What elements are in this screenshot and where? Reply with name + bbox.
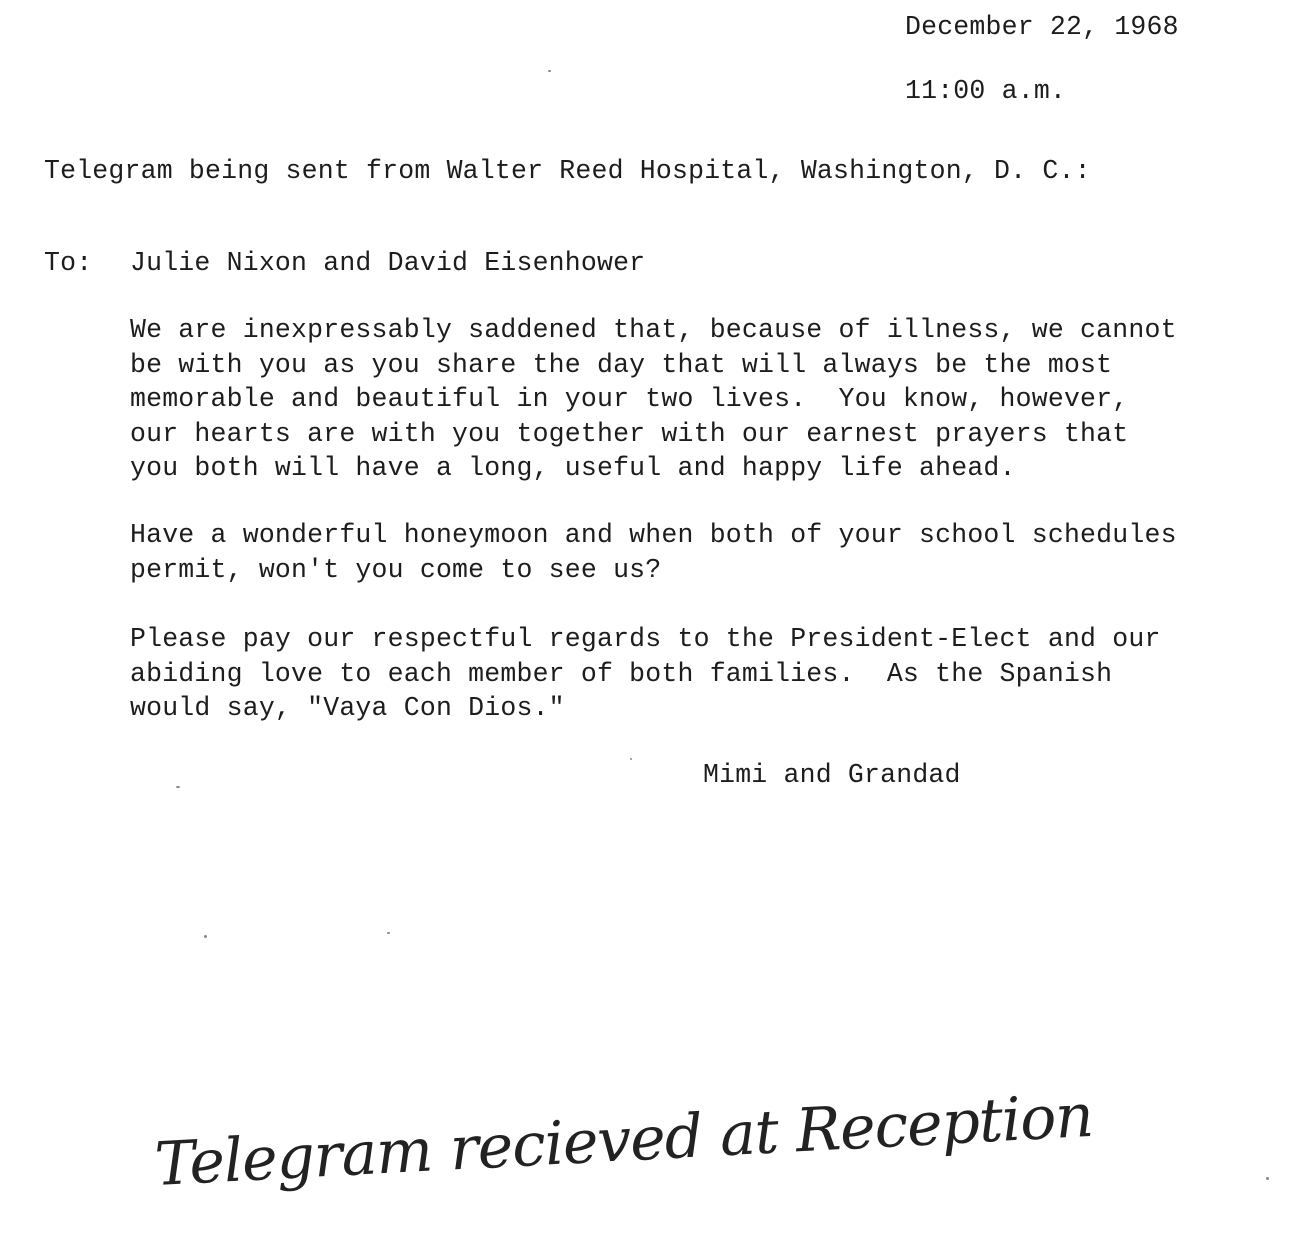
- paragraph-line: We are inexpressably saddened that, because of illness, we cannot: [130, 315, 1177, 345]
- paper-speck: [1266, 1177, 1269, 1180]
- paragraph-line: would say, "Vaya Con Dios.": [130, 693, 565, 723]
- recipient-label: To:: [44, 248, 93, 278]
- paper-speck: [548, 70, 551, 72]
- letter-date: December 22, 1968: [905, 12, 1179, 42]
- paragraph-line: you both will have a long, useful and happy life ahead.: [130, 453, 1016, 483]
- handwritten-note: Telegram recieved at Reception: [153, 1080, 1095, 1200]
- paper-speck: [176, 786, 180, 788]
- paragraph-line: Have a wonderful honeymoon and when both of your school schedules: [130, 520, 1177, 550]
- paragraph-line: Please pay our respectful regards to the President-Elect and our: [130, 624, 1161, 654]
- message-paragraph-2: [130, 518, 1177, 587]
- telegram-header: Telegram being sent from Walter Reed Hospital, Washington, D. C.:: [44, 156, 1091, 186]
- paper-speck: [630, 758, 632, 760]
- message-paragraph-3: [130, 622, 1161, 726]
- recipient-names: Julie Nixon and David Eisenhower: [130, 248, 646, 278]
- paragraph-line: memorable and beautiful in your two lives. You know, however,: [130, 384, 1129, 414]
- paper-speck: [204, 935, 207, 938]
- paragraph-line: abiding love to each member of both families. As the Spanish: [130, 658, 1113, 689]
- message-paragraph-1: [130, 313, 1177, 486]
- signature: Mimi and Grandad: [703, 760, 961, 790]
- paragraph-line: our hearts are with you together with our earnest prayers that: [130, 418, 1129, 449]
- letter-time: 11:00 a.m.: [905, 76, 1067, 106]
- paper-speck: [387, 932, 390, 934]
- paragraph-line: be with you as you share the day that will always be the most: [130, 349, 1113, 380]
- paragraph-line: permit, won't you come to see us?: [130, 554, 662, 585]
